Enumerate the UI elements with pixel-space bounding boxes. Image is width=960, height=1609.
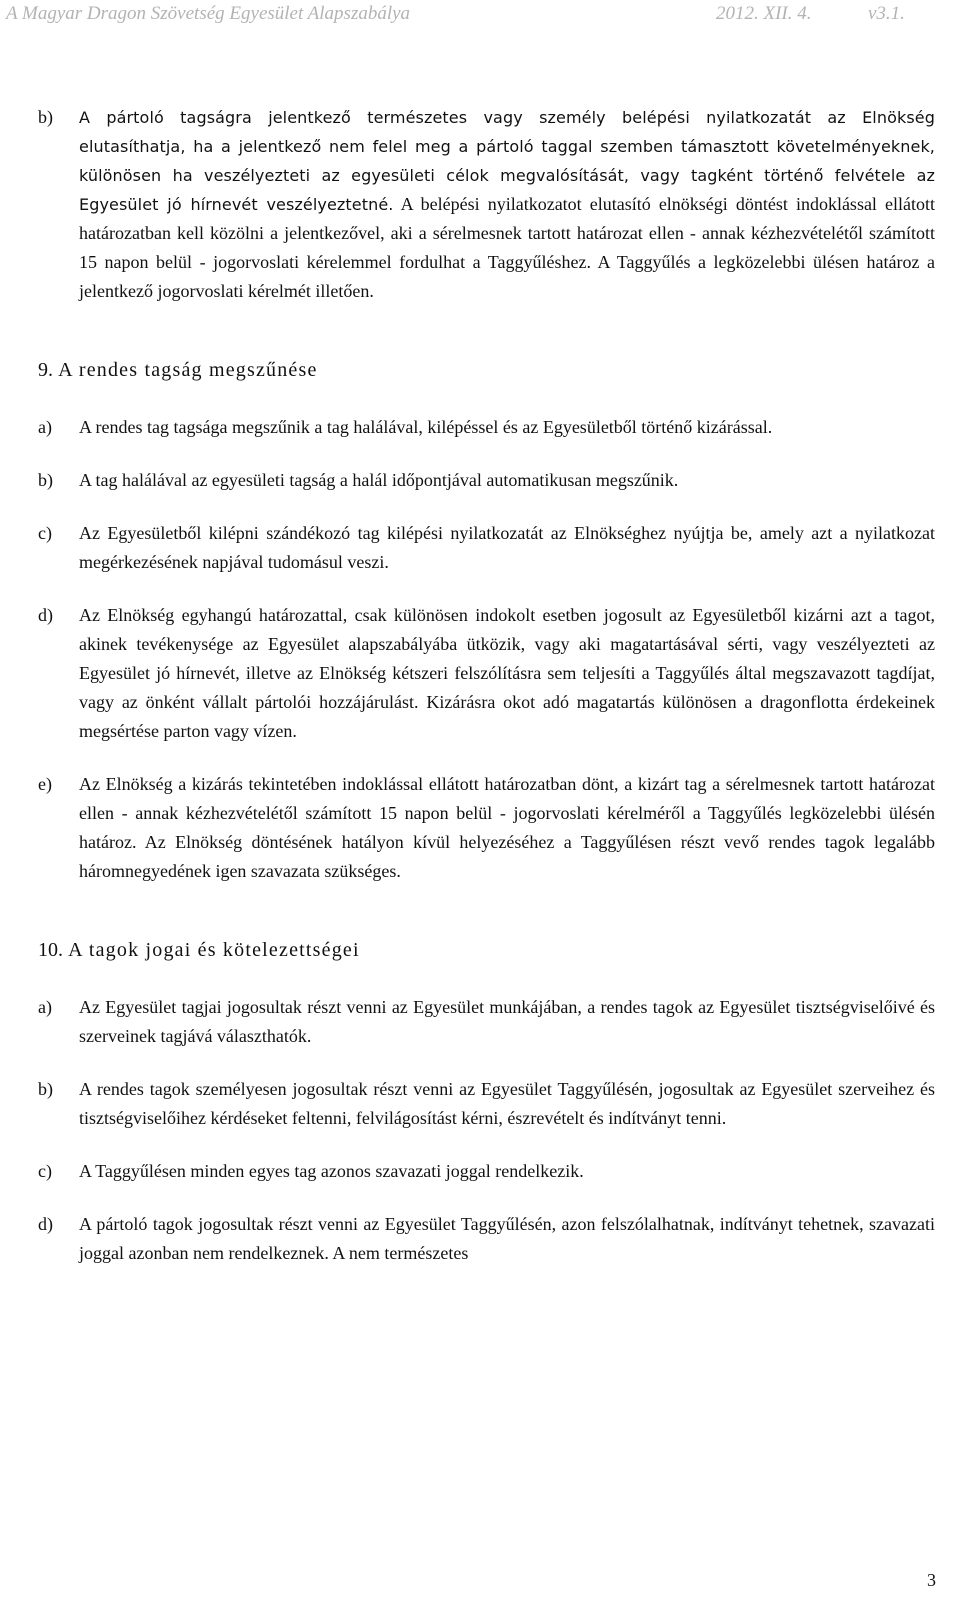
item-text-sans: A pártoló tagságra jelentkező természetes vagy személy belépési nyilatkozatát az Elnökség elutasíthatja, ha a jelentkező nem felel meg a pártoló taggal szemben támasztott követelményeknek, különösen ha veszélyezteti az egyesületi célok megvalósítását, vagy tagként történő felvétele az Egyesület jó hírnevét veszélyeztetné. [79, 108, 935, 214]
item-label: a) [38, 417, 52, 437]
list-item [38, 1075, 935, 1133]
header-date: 2012. XII. 4. [716, 3, 812, 24]
section-heading [38, 356, 935, 385]
header-version: v3.1. [868, 3, 905, 24]
item-label: b) [38, 470, 53, 490]
item-text-serif: A belépési nyilatkozatot elutasító elnökségi döntést indoklással ellátott határozatban kell közölni a jelentkezővel, aki a sérelmesnek tartott határozat ellen - annak kézhezvételétől számított 15 napon belül - jogorvoslati kérelemmel fordulhat a Taggyűléshez. A Taggyűlés a legközelebbi ülésen határoz a jelentkező jogorvoslati kérelmét illetően. [79, 194, 935, 301]
list-item-intro [38, 103, 935, 306]
item-label: c) [38, 1161, 52, 1181]
list-item [38, 1157, 935, 1186]
header-title: A Magyar Dragon Szövetség Egyesület Alapszabálya [6, 3, 411, 24]
item-text: A rendes tagok személyesen jogosultak részt venni az Egyesület Taggyűlésén, jogosultak az Egyesület szerveihez és tisztségviselőihez kérdéseket feltenni, felvilágosítást kérni, észrevételt és indítványt tenni. [79, 1079, 935, 1128]
section-number: 9. [38, 359, 53, 381]
item-text: Az Egyesületből kilépni szándékozó tag kilépési nyilatkozatát az Elnökséghez nyújtja be, amely azt a nyilatkozat megérkezésének napjával tudomásul veszi. [79, 523, 935, 572]
item-label: a) [38, 997, 52, 1017]
section-number: 10. [38, 939, 63, 961]
item-label: b) [38, 1079, 53, 1099]
list-item [38, 601, 935, 746]
item-label: d) [38, 605, 53, 625]
item-text: Az Egyesület tagjai jogosultak részt venni az Egyesület munkájában, a rendes tagok az Egyesület tisztségviselőivé és szerveinek tagjává választhatók. [79, 997, 935, 1046]
page-number: 3 [927, 1570, 936, 1590]
item-label: b) [38, 107, 53, 127]
list-item [38, 466, 935, 495]
item-label: d) [38, 1214, 53, 1234]
item-label: e) [38, 774, 52, 794]
section-title: A rendes tagság megszűnése [58, 359, 318, 381]
item-text: A rendes tag tagsága megszűnik a tag halálával, kilépéssel és az Egyesületből történő kizárással. [79, 417, 773, 437]
list-item [38, 413, 935, 442]
section-title: A tagok jogai és kötelezettségei [68, 939, 360, 961]
list-item [38, 1210, 935, 1268]
item-text: Az Elnökség egyhangú határozattal, csak különösen indokolt esetben jogosult az Egyesületből kizárni azt a tagot, akinek tevékenysége az Egyesület alapszabályába ütközik, vagy aki magatartásával sérti, vagy veszélyezteti az Egyesület jó hírnevét, illetve az Elnökség kétszeri felszólításra sem teljesíti a Taggyűlés által megszavazott tagdíjat, vagy az önként vállalt pártolói hozzájárulást. Kizárásra okot adó magatartás különösen a dragonflotta érdekeinek megsértése parton vagy vízen. [79, 605, 935, 741]
list-item [38, 993, 935, 1051]
item-label: c) [38, 523, 52, 543]
list-item [38, 519, 935, 577]
document-body [38, 103, 935, 1292]
page-header [0, 0, 940, 32]
item-text: Az Elnökség a kizárás tekintetében indoklással ellátott határozatban dönt, a kizárt tag a sérelmesnek tartott határozat ellen - annak kézhezvételétől számított 15 napon belül - jogorvoslati kérelméről a Taggyűlés legközelebbi ülésén határoz. Az Elnökség döntésének hatályon kívül helyezéséhez a Taggyűlésen részt vevő rendes tagok legalább háromnegyedének igen szavazata szükséges. [79, 774, 935, 881]
section-heading [38, 936, 935, 965]
list-item [38, 770, 935, 886]
item-text: A Taggyűlésen minden egyes tag azonos szavazati joggal rendelkezik. [79, 1161, 584, 1181]
item-text: A pártoló tagok jogosultak részt venni az Egyesület Taggyűlésén, azon felszólalhatnak, indítványt tehetnek, szavazati joggal azonban nem rendelkeznek. A nem természetes [79, 1214, 935, 1263]
item-text: A tag halálával az egyesületi tagság a halál időpontjával automatikusan megszűnik. [79, 470, 679, 490]
